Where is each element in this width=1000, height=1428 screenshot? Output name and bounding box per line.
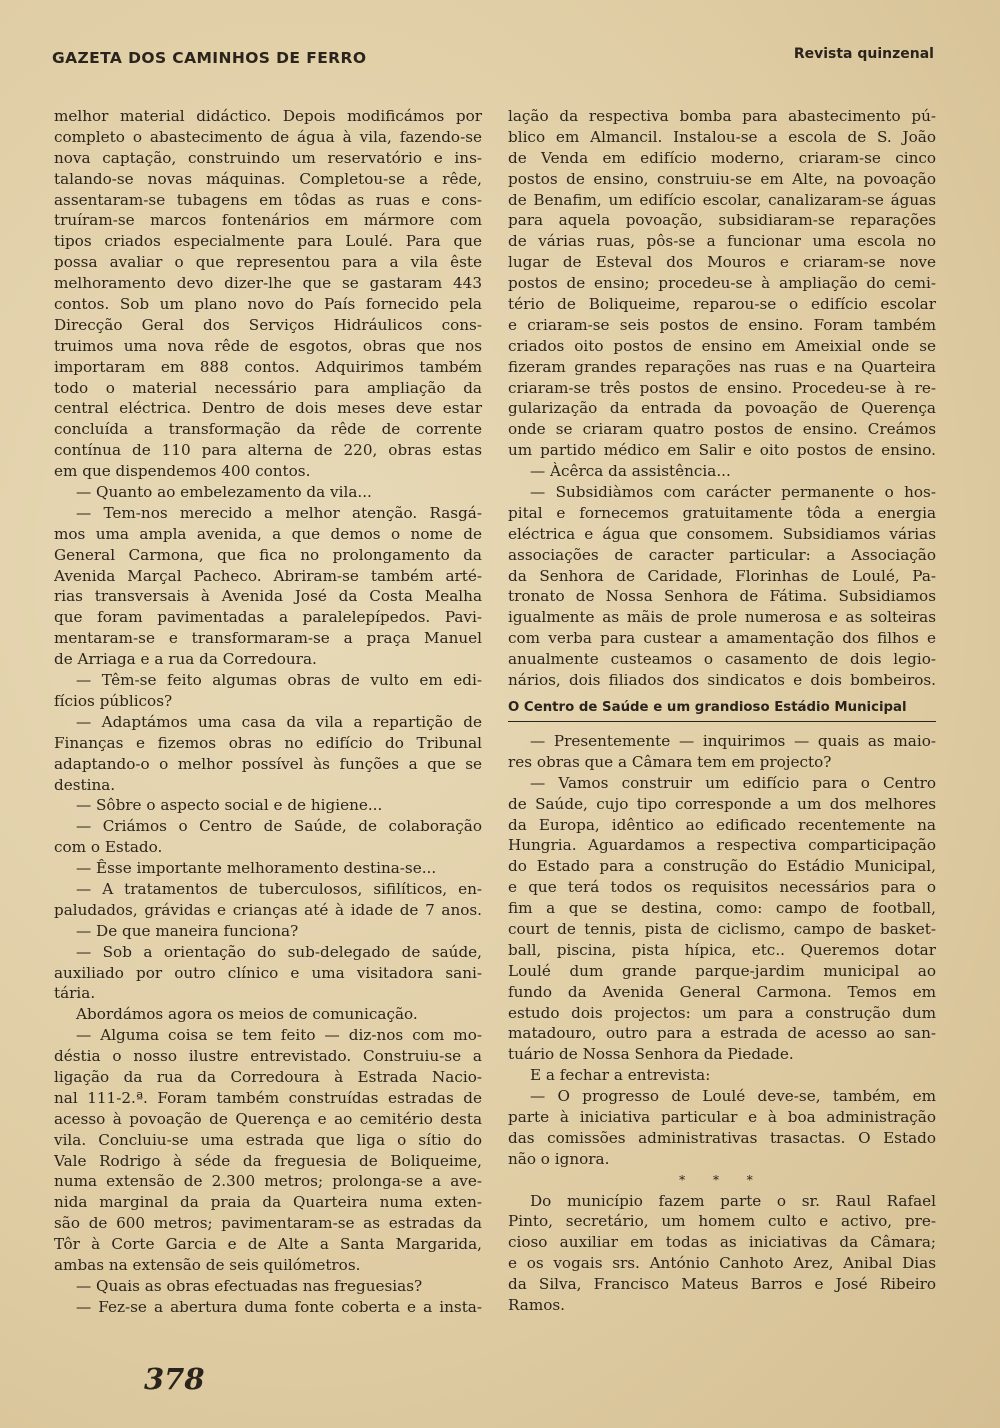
text-line: Do município fazem parte o sr. Raul Rafael <box>530 1191 936 1210</box>
text-line: Ramos. <box>508 1295 566 1314</box>
text-line: criados oito postos de ensino em Ameixial onde se <box>508 336 936 355</box>
text-line: Tôr à Corte Garcia e de Alte a Santa Margarida, <box>54 1235 482 1254</box>
text-line: acesso à povoação de Querença e ao cemitério desta <box>54 1109 482 1128</box>
text-line: em que dispendemos 400 contos. <box>54 462 311 481</box>
text-line: de Saúde, cujo tipo corresponde a um dos melhores <box>508 794 936 813</box>
text-line: de várias ruas, pôs-se a funcionar uma escola no <box>508 232 936 251</box>
text-line: associações de caracter particular: a Associação <box>508 545 936 564</box>
text-line: — Fez-se a abertura duma fonte coberta e a insta- <box>76 1297 482 1316</box>
text-line: gularização da entrada da povoação de Querença <box>508 399 936 418</box>
text-line: — Tem-nos merecido a melhor atenção. Rasgá- <box>76 503 482 522</box>
text-line: paludados, grávidas e crianças até à idade de 7 anos. <box>54 900 482 919</box>
text-line: * * * <box>679 1172 765 1187</box>
text-line: possa avaliar o que representou para a vila êste <box>54 253 482 272</box>
right-column-lower-text <box>508 731 936 1316</box>
text-line: auxiliado por outro clínico e uma visitadora sani- <box>54 963 482 982</box>
text-line: do Estado para a construção do Estádio Municipal, <box>508 857 936 876</box>
text-line: — Criámos o Centro de Saúde, de colaboração <box>76 817 482 836</box>
text-line: Direcção Geral dos Serviços Hidráulicos cons- <box>54 315 482 334</box>
text-line: fícios públicos? <box>54 691 173 710</box>
text-line: lugar de Esteval dos Mouros e criaram-se nove <box>508 253 936 272</box>
text-line: contínua de 110 para alterna de 220, obras estas <box>54 441 482 460</box>
text-line: ambas na extensão de seis quilómetros. <box>54 1255 361 1274</box>
text-line: e criaram-se seis postos de ensino. Foram também <box>508 315 936 334</box>
text-line: lação da respectiva bomba para abastecimento pú- <box>508 107 936 125</box>
text-line: res obras que a Câmara tem em projecto? <box>508 752 832 771</box>
text-line: e que terá todos os requisitos necessários para o <box>508 878 936 897</box>
text-line: cioso auxiliar em todas as iniciativas da Câmara; <box>508 1233 936 1252</box>
text-line: — Têm-se feito algumas obras de vulto em edi- <box>76 671 482 690</box>
text-line: nova captação, construindo um reservatório e ins- <box>54 148 482 167</box>
section-heading: O Centro de Saúde e um grandioso Estádio Municipal <box>508 699 907 715</box>
text-line: — Sôbre o aspecto social e de higiene... <box>76 796 383 815</box>
text-line: fizeram grandes reparações nas ruas e na Quarteira <box>508 357 936 376</box>
text-line: postos de ensino, construiu-se em Alte, na povoação <box>508 169 936 188</box>
text-line: — A tratamentos de tuberculosos, sifilíticos, en- <box>76 879 482 898</box>
text-line: déstia o nosso ilustre entrevistado. Construiu-se a <box>54 1047 482 1066</box>
text-line: um partido médico em Salir e oito postos de ensino. <box>508 441 936 460</box>
text-line: da Silva, Francisco Mateus Barros e José Ribeiro <box>508 1275 936 1294</box>
text-line: são de 600 metros; pavimentaram-se as estradas da <box>54 1214 482 1233</box>
text-line: assentaram-se tubagens em tôdas as ruas e cons- <box>54 190 482 209</box>
text-line: — O progresso de Loulé deve-se, também, em <box>530 1087 936 1106</box>
text-line: truimos uma nova rêde de esgotos, obras que nos <box>54 336 482 355</box>
text-line: pital e fornecemos gratuitamente tôda a energia <box>508 503 936 522</box>
text-line: mentaram-se e transformaram-se a praça Manuel <box>54 629 482 648</box>
text-line: tipos criados especialmente para Loulé. Para que <box>54 232 482 251</box>
text-line: de Benafim, um edifício escolar, canalizaram-se águas <box>508 190 936 209</box>
text-line: criaram-se três postos de ensino. Procedeu-se à re- <box>508 378 936 397</box>
text-line: blico em Almancil. Instalou-se a escola de S. João <box>508 127 936 146</box>
text-line: Abordámos agora os meios de comunicação. <box>76 1005 418 1024</box>
text-line: e os vogais srs. António Canhoto Arez, Anibal Dias <box>508 1254 936 1273</box>
text-line: eléctrica e água que consomem. Subsidiamos várias <box>508 524 936 543</box>
text-line: não o ignora. <box>508 1149 610 1168</box>
text-line: de Arriaga e a rua da Corredoura. <box>54 650 317 669</box>
text-line: contos. Sob um plano novo do País fornecido pela <box>54 295 482 314</box>
text-line: — Êsse importante melhoramento destina-se... <box>76 859 437 878</box>
text-line: parte à iniciativa particular e à boa administração <box>508 1107 936 1126</box>
text-line: matadouro, outro para a estrada de acesso ao san- <box>508 1024 936 1043</box>
text-line: tuário de Nossa Senhora da Piedade. <box>508 1045 794 1064</box>
text-line: melhoramento devo dizer-lhe que se gastaram 443 <box>54 274 482 293</box>
text-line: court de tennis, pista de ciclismo, campo de basket- <box>508 919 936 938</box>
section-rule <box>508 721 936 722</box>
text-line: General Carmona, que fica no prolongamento da <box>54 545 482 564</box>
text-line: tronato de Nossa Senhora de Fátima. Subsidiamos <box>508 587 936 606</box>
left-text-column <box>54 106 482 1318</box>
text-line: melhor material didáctico. Depois modificámos por <box>54 107 482 125</box>
text-line: nal 111-2.ª. Foram também construídas estradas de <box>54 1088 482 1107</box>
text-line: fundo da Avenida General Carmona. Temos em <box>508 982 936 1001</box>
page-number: 378 <box>144 1362 205 1396</box>
text-line: igualmente as mãis de prole numerosa e as solteiras <box>508 608 936 627</box>
text-line: — Sob a orientação do sub-delegado de saúde, <box>76 942 482 961</box>
text-line: numa extensão de 2.300 metros; prolonga-se a ave- <box>54 1172 482 1191</box>
text-line: nários, dois filiados dos sindicatos e dois bombeiros. <box>508 671 936 690</box>
text-line: talando-se novas máquinas. Completou-se a rêde, <box>54 169 482 188</box>
text-line: — Àcêrca da assistência... <box>530 462 731 481</box>
text-line: rias transversais à Avenida José da Costa Mealha <box>54 587 482 606</box>
text-line: postos de ensino; procedeu-se à ampliação do cemi- <box>508 274 936 293</box>
text-line: com verba para custear a amamentação dos filhos e <box>508 629 936 648</box>
text-line: ball, piscina, pista hípica, etc.. Queremos dotar <box>508 940 936 959</box>
text-line: anualmente custeamos o casamento de dois legio- <box>508 650 936 669</box>
text-line: para aquela povoação, subsidiaram-se reparações <box>508 211 936 230</box>
text-line: truíram-se marcos fontenários em mármore com <box>54 211 482 230</box>
right-column-upper-text <box>508 106 936 691</box>
text-line: Finanças e fizemos obras no edifício do Tribunal <box>54 733 482 752</box>
text-line: — Presentemente — inquirimos — quais as maio- <box>530 731 936 750</box>
text-line: onde se criaram quatro postos de ensino. Creámos <box>508 420 936 439</box>
text-line: das comissões administrativas trasactas. O Estado <box>508 1128 936 1147</box>
text-line: fim a que se destina, como: campo de football, <box>508 899 936 918</box>
text-line: E a fechar a entrevista: <box>530 1066 711 1085</box>
text-line: central eléctrica. Dentro de dois meses deve estar <box>54 399 482 418</box>
text-line: — Adaptámos uma casa da vila a repartição de <box>76 712 482 731</box>
text-line: ligação da rua da Corredoura à Estrada Nacio- <box>54 1067 482 1086</box>
text-line: — Subsidiàmos com carácter permanente o hos- <box>530 483 936 502</box>
text-line: tária. <box>54 984 96 1003</box>
text-line: da Europa, idêntico ao edificado recentemente na <box>508 815 936 834</box>
text-line: estudo dois projectos: um para a construção dum <box>508 1003 936 1022</box>
running-header-title: GAZETA DOS CAMINHOS DE FERRO <box>52 49 367 67</box>
text-line: Avenida Marçal Pacheco. Abriram-se também arté- <box>54 566 482 585</box>
text-line: Pinto, secretário, um homem culto e activo, pre- <box>508 1212 936 1231</box>
text-line: de Venda em edifício moderno, criaram-se cinco <box>508 148 936 167</box>
text-line: nida marginal da praia da Quarteira numa exten- <box>54 1193 482 1212</box>
text-line: completo o abastecimento de água à vila, fazendo-se <box>54 127 482 146</box>
text-line: destina. <box>54 775 116 794</box>
running-header-subtitle: Revista quinzenal <box>793 46 934 62</box>
text-line: — Vamos construir um edifício para o Centro <box>530 773 936 792</box>
text-line: concluída a transformação da rêde de corrente <box>54 420 482 439</box>
text-line: Loulé dum grande parque-jardim municipal ao <box>508 961 936 980</box>
text-line: da Senhora de Caridade, Florinhas de Loulé, Pa- <box>508 566 936 585</box>
text-line: importaram em 888 contos. Adquirimos também <box>54 357 482 376</box>
text-line: — Quais as obras efectuadas nas freguesias? <box>76 1276 423 1295</box>
text-line: Vale Rodrigo à séde da freguesia de Boliqueime, <box>54 1151 482 1170</box>
text-line: — Alguma coisa se tem feito — diz-nos com mo- <box>76 1026 482 1045</box>
text-line: mos uma ampla avenida, a que demos o nome de <box>54 524 482 543</box>
text-line: — De que maneira funciona? <box>76 921 299 940</box>
text-line: tério de Boliqueime, reparou-se o edifício escolar <box>508 295 936 314</box>
text-line: com o Estado. <box>54 838 163 857</box>
text-line: vila. Concluiu-se uma estrada que liga o sítio do <box>54 1130 482 1149</box>
text-line: todo o material necessário para ampliação da <box>54 378 482 397</box>
text-line: Hungria. Aguardamos a respectiva comparticipação <box>508 836 936 855</box>
text-line: que foram pavimentadas a paralelepípedos. Pavi- <box>54 608 482 627</box>
text-line: adaptando-o o melhor possível às funções a que se <box>54 754 482 773</box>
text-line: — Quanto ao embelezamento da vila... <box>76 483 372 502</box>
right-text-column <box>508 106 936 1316</box>
